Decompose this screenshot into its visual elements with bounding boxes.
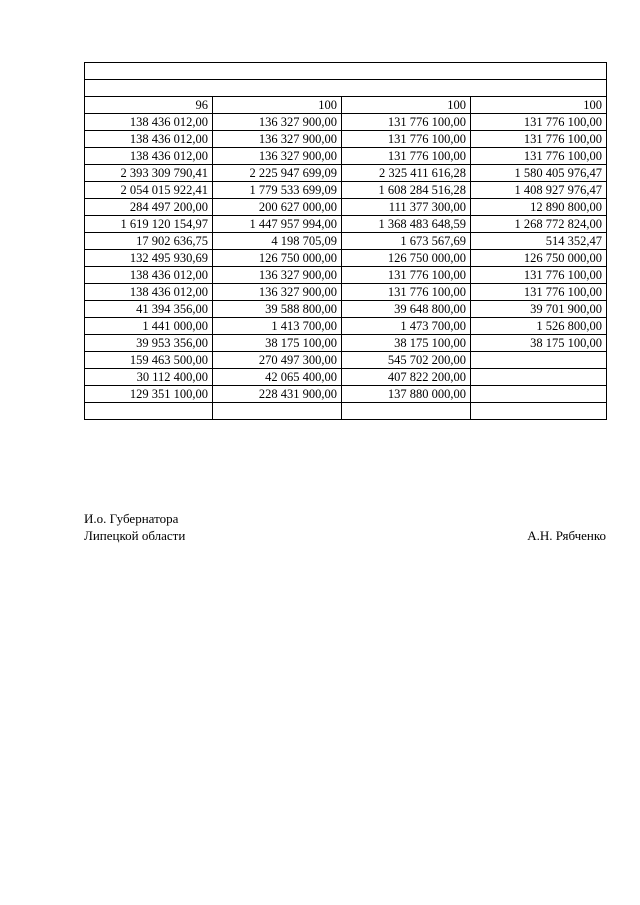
table-cell: 138 436 012,00 [85,267,213,284]
table-row [85,352,607,369]
table-cell: 136 327 900,00 [213,267,342,284]
table-cell: 96 [85,97,213,114]
table-header-row [85,80,607,97]
signatory-title-line1: И.о. Губернатора [84,511,179,526]
table-cell: 1 368 483 648,59 [342,216,471,233]
table-cell [85,403,213,420]
table-cell: 545 702 200,00 [342,352,471,369]
table-row [85,301,607,318]
table-cell: 126 750 000,00 [471,250,607,267]
table-row [85,318,607,335]
table-cell: 1 779 533 699,09 [213,182,342,199]
table-cell: 131 776 100,00 [342,114,471,131]
table-cell: 131 776 100,00 [471,284,607,301]
table-cell: 1 268 772 824,00 [471,216,607,233]
table-row [85,97,607,114]
table-cell: 131 776 100,00 [471,131,607,148]
table-cell: 129 351 100,00 [85,386,213,403]
table-cell: 131 776 100,00 [342,267,471,284]
table-cell [471,403,607,420]
table-cell: 136 327 900,00 [213,131,342,148]
table-row [85,182,607,199]
table-cell: 100 [471,97,607,114]
table-cell: 12 890 800,00 [471,199,607,216]
table-cell: 284 497 200,00 [85,199,213,216]
table-cell: 131 776 100,00 [471,114,607,131]
table-cell: 131 776 100,00 [342,284,471,301]
table-cell: 132 495 930,69 [85,250,213,267]
table-cell: 39 701 900,00 [471,301,607,318]
table-cell: 126 750 000,00 [342,250,471,267]
table-cell: 136 327 900,00 [213,148,342,165]
table-cell [471,386,607,403]
table-cell: 2 225 947 699,09 [213,165,342,182]
table-cell: 111 377 300,00 [342,199,471,216]
table-cell: 1 408 927 976,47 [471,182,607,199]
table-cell: 138 436 012,00 [85,131,213,148]
table-cell: 136 327 900,00 [213,114,342,131]
table-cell: 126 750 000,00 [213,250,342,267]
table-row [85,403,607,420]
table-cell: 42 065 400,00 [213,369,342,386]
table-row [85,284,607,301]
table-cell: 39 648 800,00 [342,301,471,318]
table-header-cell [85,63,607,80]
table-cell: 159 463 500,00 [85,352,213,369]
table-row [85,165,607,182]
table-cell: 407 822 200,00 [342,369,471,386]
table-cell: 2 325 411 616,28 [342,165,471,182]
table-cell [342,403,471,420]
table-row [85,386,607,403]
data-table-body [85,63,607,420]
signatory-name: А.Н. Рябченко [527,528,606,543]
table-row [85,233,607,250]
table-header-cell [85,80,607,97]
table-row [85,114,607,131]
table-cell: 1 580 405 976,47 [471,165,607,182]
data-table [84,62,607,420]
table-cell: 136 327 900,00 [213,284,342,301]
signatory-title-line2: Липецкой области [84,528,186,543]
table-cell: 228 431 900,00 [213,386,342,403]
table-cell: 38 175 100,00 [471,335,607,352]
table-cell: 100 [342,97,471,114]
table-row [85,148,607,165]
table-cell [213,403,342,420]
table-cell: 131 776 100,00 [471,267,607,284]
table-header-row [85,63,607,80]
table-cell: 1 447 957 994,00 [213,216,342,233]
table-row [85,131,607,148]
table-cell: 138 436 012,00 [85,114,213,131]
table-cell [471,369,607,386]
table-row [85,267,607,284]
table-cell: 1 619 120 154,97 [85,216,213,233]
table-cell: 100 [213,97,342,114]
table-row [85,250,607,267]
table-row [85,216,607,233]
table-cell: 137 880 000,00 [342,386,471,403]
table-cell: 39 588 800,00 [213,301,342,318]
table-cell: 1 526 800,00 [471,318,607,335]
table-cell: 514 352,47 [471,233,607,250]
table-cell: 270 497 300,00 [213,352,342,369]
table-cell: 138 436 012,00 [85,148,213,165]
table-row [85,199,607,216]
table-cell: 1 441 000,00 [85,318,213,335]
table-cell: 30 112 400,00 [85,369,213,386]
table-cell: 41 394 356,00 [85,301,213,318]
table-cell: 131 776 100,00 [471,148,607,165]
table-cell: 131 776 100,00 [342,148,471,165]
table-cell: 1 673 567,69 [342,233,471,250]
table-cell: 1 473 700,00 [342,318,471,335]
table-cell: 131 776 100,00 [342,131,471,148]
table-row [85,369,607,386]
table-cell: 4 198 705,09 [213,233,342,250]
table-cell: 17 902 636,75 [85,233,213,250]
table-row [85,335,607,352]
table-cell [471,352,607,369]
table-cell: 38 175 100,00 [342,335,471,352]
table-cell: 39 953 356,00 [85,335,213,352]
table-cell: 2 393 309 790,41 [85,165,213,182]
table-cell: 38 175 100,00 [213,335,342,352]
table-cell: 200 627 000,00 [213,199,342,216]
table-cell: 1 413 700,00 [213,318,342,335]
table-cell: 138 436 012,00 [85,284,213,301]
table-cell: 1 608 284 516,28 [342,182,471,199]
table-cell: 2 054 015 922,41 [85,182,213,199]
